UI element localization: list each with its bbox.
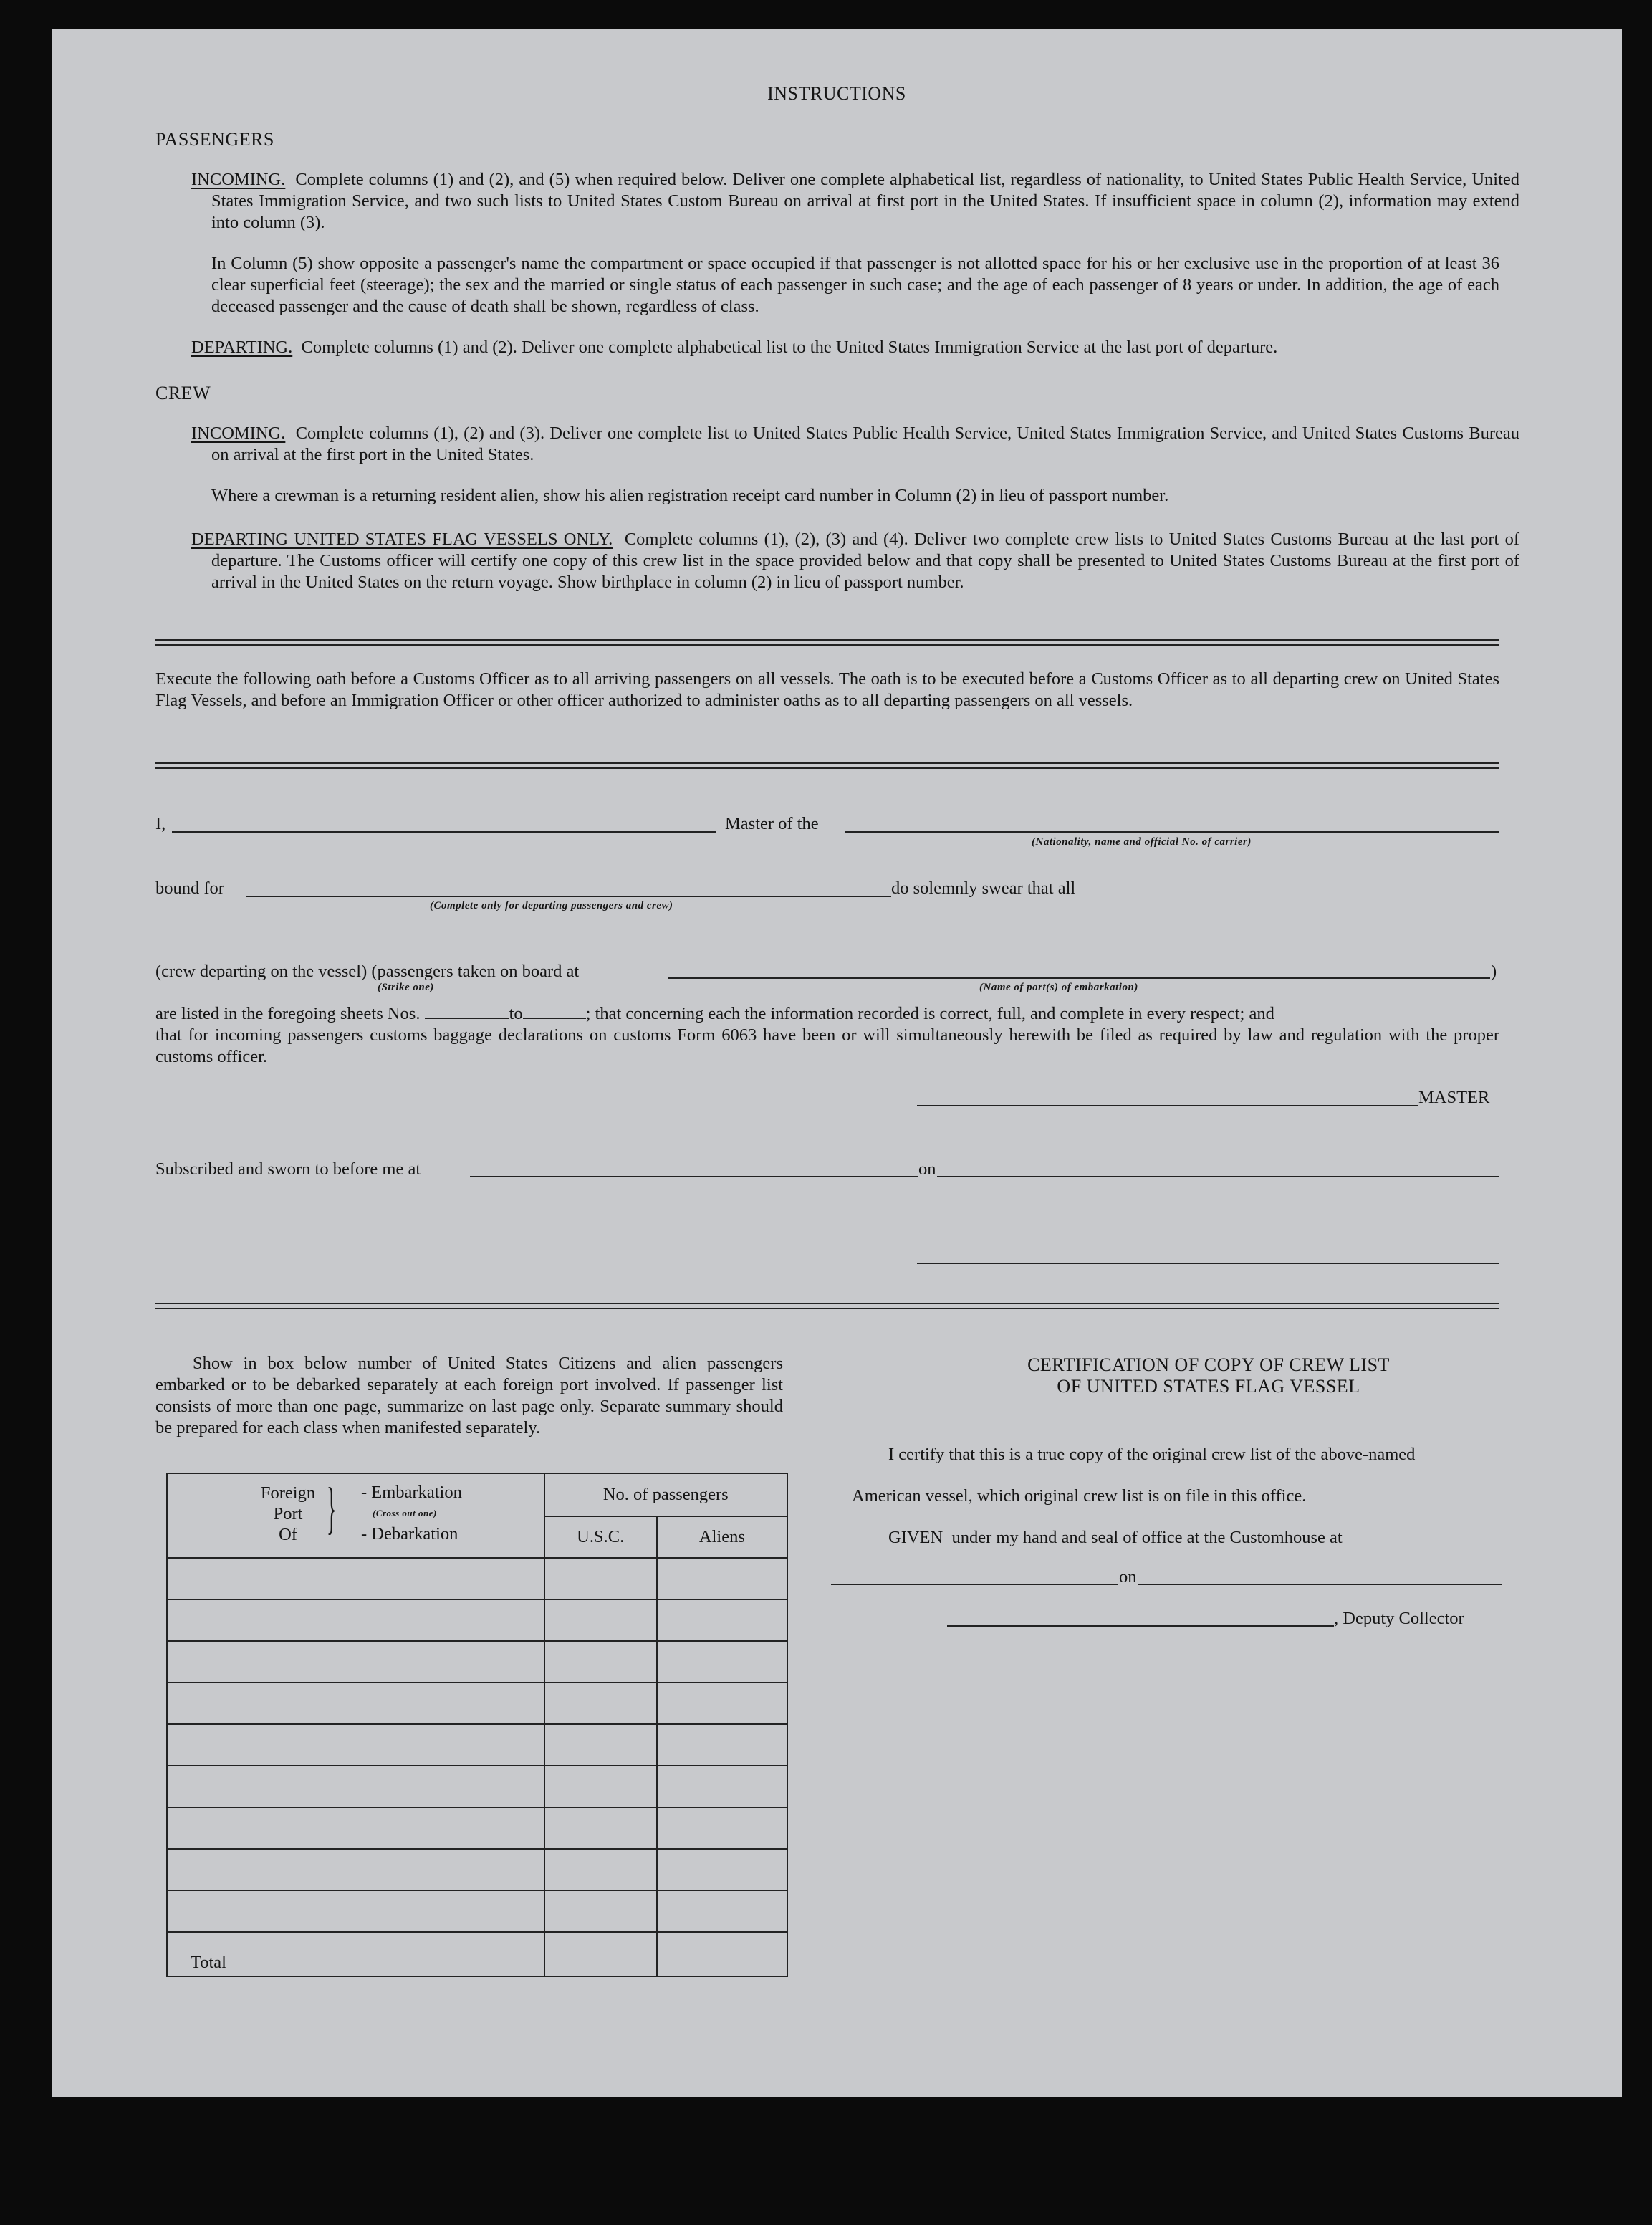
embarkation-label: - Embarkation [361,1483,462,1502]
port-cell[interactable] [167,1724,544,1766]
oath-intro: Execute the following oath before a Customs Officer as to all arriving passengers on all vessels. The oath is to be executed before a Customs Officer as to all departing crew on United States Flag Vessels, and before an Immigration Officer or other officer authorized to administer oaths as to all departing passengers on all vessels. [155,669,1499,710]
listed-line [155,1003,1499,1024]
port-cell[interactable] [167,1558,544,1599]
port-cell[interactable] [167,1641,544,1683]
sworn-date-field[interactable] [937,1176,1499,1177]
complete-only-caption: (Complete only for departing passengers and crew) [430,900,673,911]
swear-label: do solemnly swear that all [891,879,1076,898]
strike-one-caption: (Strike one) [378,982,434,993]
aliens-cell[interactable] [657,1599,787,1641]
certification-title-line1: CERTIFICATION OF COPY OF CREW LIST [1027,1354,1390,1375]
total-label: Total [167,1932,544,1976]
deputy-signature-field[interactable] [947,1625,1334,1627]
usc-cell[interactable] [544,1558,657,1599]
bound-for-field[interactable] [246,896,891,897]
table-row [167,1599,787,1641]
passengers-column5-paragraph: In Column (5) show opposite a passenger's name the compartment or space occupied if that passenger is not allotted space for his or her exclusive use in the proportion of at least 36 clear superficial feet (steerage); the sex and the married or single status of each passenger in such case; and the age of each passenger of 8 years or under. In addition, the age of each deceased passenger and the cause of death shall be shown, regardless of class. [211,254,1499,316]
passengers-departing-text: Complete columns (1) and (2). Deliver one complete alphabetical list to the United States Immigration Service at the last port of departure. [301,338,1278,357]
master-signature-field[interactable] [917,1105,1418,1106]
port-cell[interactable] [167,1683,544,1724]
no-passengers-header: No. of passengers [544,1473,787,1516]
usc-cell[interactable] [544,1724,657,1766]
summary-intro: Show in box below number of United States Citizens and alien passengers embarked or to be debarked separately at each foreign port involved. If passenger list consists of more than one page, summarize on last page only. Separate summary should be prepared for each class when manifested separately. [155,1354,783,1437]
usc-cell[interactable] [544,1766,657,1807]
deputy-collector-label: , Deputy Collector [1334,1609,1464,1628]
port-label: Port [273,1504,303,1523]
crew-heading: CREW [155,383,211,403]
passengers-departing-paragraph [191,337,1519,358]
aliens-cell[interactable] [657,1641,787,1683]
usc-cell[interactable] [544,1641,657,1683]
sheet-from-field[interactable] [425,1003,509,1019]
port-cell[interactable] [167,1890,544,1932]
vessel-field[interactable] [845,831,1499,833]
sheet-to-field[interactable] [523,1003,586,1019]
passengers-heading: PASSENGERS [155,129,274,150]
given-label: GIVEN [888,1528,943,1547]
form-page [52,29,1622,2097]
table-row [167,1766,787,1807]
table-row [167,1683,787,1724]
page-title: INSTRUCTIONS [767,83,906,104]
table-row [167,1807,787,1849]
passengers-incoming-paragraph [191,169,1519,234]
listed-paragraph: that for incoming passengers customs baggage declarations on customs Form 6063 have been or will simultaneously herewith be filed as required by law and regulation with the proper customs officer. [155,1025,1499,1066]
crew-returning-paragraph: Where a crewman is a returning resident alien, show his alien registration receipt card number in Column (2) in lieu of passport number. [211,486,1169,505]
subscribed-label: Subscribed and sworn to before me at [155,1159,421,1179]
listed-prefix: are listed in the foregoing sheets Nos. [155,1004,421,1023]
passenger-summary-table [166,1473,788,1977]
port-caption: (Name of port(s) of embarkation) [979,982,1138,993]
port-cell[interactable] [167,1599,544,1641]
aliens-cell[interactable] [657,1683,787,1724]
oath-i-label: I, [155,814,166,833]
crew-departing-text: Complete columns (1), (2), (3) and (4). Deliver two complete crew lists to United States Customs Bureau at the last port of departure. The Customs officer will certify one copy of this crew list in the space provided below and that copy shall be presented to United States Customs Bureau at the first port of arrival in the United States on the return voyage. Show birthplace in column (2) in lieu of passport number. [211,530,1519,592]
of-label: Of [279,1525,297,1544]
aliens-total-cell[interactable] [657,1932,787,1976]
given-text: under my hand and seal of office at the Customhouse at [951,1528,1343,1547]
crew-incoming-text: Complete columns (1), (2) and (3). Deliver one complete list to United States Public Health Service, United States Immigration Service, and United States Customs Bureau on arrival at the first port in the United States. [211,424,1520,464]
customhouse-field[interactable] [831,1584,1118,1585]
crew-incoming-paragraph [191,423,1519,466]
debarkation-label: - Debarkation [361,1524,458,1544]
brace-icon: } [327,1477,337,1540]
table-row [167,1724,787,1766]
master-label: MASTER [1418,1088,1490,1107]
cert-on-label: on [1119,1567,1137,1587]
master-of-label: Master of the [725,814,819,833]
usc-header: U.S.C. [544,1516,657,1558]
aliens-cell[interactable] [657,1890,787,1932]
aliens-cell[interactable] [657,1766,787,1807]
section-divider [155,1303,1499,1309]
section-divider [155,639,1499,646]
cross-out-caption: (Cross out one) [373,1508,437,1518]
port-header-cell [167,1473,544,1558]
aliens-header: Aliens [657,1516,787,1558]
aliens-cell[interactable] [657,1724,787,1766]
section-divider [155,762,1499,769]
crew-departing-paragraph [191,529,1519,593]
passengers-departing-label: DEPARTING. [191,338,293,357]
table-row [167,1641,787,1683]
nationality-caption: (Nationality, name and official No. of carrier) [1032,836,1252,848]
close-paren: ) [1491,962,1497,981]
port-embarkation-field[interactable] [668,977,1490,979]
aliens-cell[interactable] [657,1807,787,1849]
usc-cell[interactable] [544,1890,657,1932]
crew-passengers-label: (crew departing on the vessel) (passengers taken on board at [155,962,580,981]
bound-for-label: bound for [155,879,224,898]
sworn-on-label: on [918,1159,936,1179]
passengers-incoming-text: Complete columns (1) and (2), and (5) when required below. Deliver one complete alphabetical list, regardless of nationality, to United States Public Health Service, United States Immigration Service, and two such lists to United States Custom Bureau on arrival at first port in the United States. If insufficient space in column (2), information may extend into column (3). [211,170,1519,232]
crew-incoming-label: INCOMING. [191,424,286,443]
passengers-incoming-label: INCOMING. [191,170,286,189]
aliens-cell[interactable] [657,1558,787,1599]
certification-title [850,1354,1567,1397]
to-label: to [509,1004,523,1023]
certification-title-line2: OF UNITED STATES FLAG VESSEL [1057,1376,1360,1397]
usc-cell[interactable] [544,1683,657,1724]
total-row [167,1932,787,1976]
usc-total-cell[interactable] [544,1932,657,1976]
cert-date-field[interactable] [1138,1584,1502,1585]
table-row [167,1890,787,1932]
table-row [167,1558,787,1599]
certify-text-1: I certify that this is a true copy of the original crew list of the above-named [888,1445,1416,1464]
officer-signature-field[interactable] [917,1263,1499,1264]
table-row [167,1849,787,1890]
sworn-place-field[interactable] [470,1176,918,1177]
given-line [888,1528,1343,1548]
usc-cell[interactable] [544,1807,657,1849]
certify-text-2: American vessel, which original crew list is on file in this office. [852,1486,1307,1506]
usc-cell[interactable] [544,1849,657,1890]
usc-cell[interactable] [544,1599,657,1641]
master-name-field[interactable] [172,831,716,833]
port-cell[interactable] [167,1766,544,1807]
listed-rest: ; that concerning each the information recorded is correct, full, and complete in every respect; and [585,1004,1274,1023]
aliens-cell[interactable] [657,1849,787,1890]
crew-departing-label: DEPARTING UNITED STATES FLAG VESSELS ONLY. [191,530,613,549]
port-cell[interactable] [167,1807,544,1849]
port-cell[interactable] [167,1849,544,1890]
foreign-port-of [252,1483,324,1545]
foreign-label: Foreign [260,1483,316,1503]
